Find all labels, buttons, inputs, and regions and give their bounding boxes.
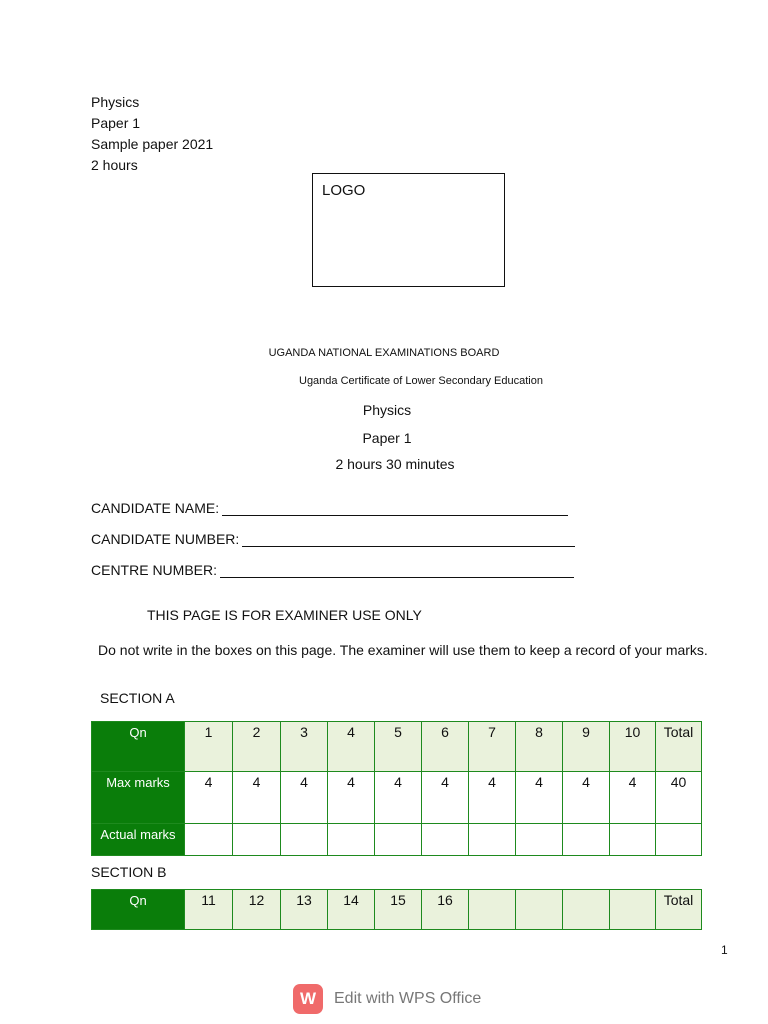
max-mark-cell: 4: [328, 772, 375, 824]
max-marks-label: Max marks: [92, 772, 185, 824]
question-cell: 2: [233, 722, 281, 772]
question-cell: 4: [328, 722, 375, 772]
candidate-name-field: [91, 500, 568, 516]
question-cell: [469, 890, 516, 930]
wps-edit-banner[interactable]: [293, 984, 481, 1014]
max-mark-cell: 4: [610, 772, 656, 824]
max-mark-cell: 4: [233, 772, 281, 824]
header-subject: Physics: [91, 94, 140, 110]
header-paper: Paper 1: [91, 115, 141, 131]
table-row: [92, 890, 702, 930]
max-total-cell: 40: [656, 772, 702, 824]
actual-mark-cell: [516, 824, 563, 856]
candidate-number-field: [91, 531, 575, 547]
logo-placeholder: [312, 173, 505, 287]
total-cell: Total: [656, 722, 702, 772]
max-mark-cell: 4: [281, 772, 328, 824]
actual-total-cell: [656, 824, 702, 856]
examiner-heading: THIS PAGE IS FOR EXAMINER USE ONLY: [147, 607, 422, 623]
centre-number-label: CENTRE NUMBER:: [91, 562, 218, 578]
header-sample: Sample paper 2021: [91, 136, 214, 152]
certificate-name: Uganda Certificate of Lower Secondary Education: [299, 375, 543, 387]
question-cell: 13: [281, 890, 328, 930]
title-paper: Paper 1: [362, 430, 412, 446]
question-cell: 14: [328, 890, 375, 930]
question-cell: 3: [281, 722, 328, 772]
centre-number-field: [91, 562, 574, 578]
actual-mark-cell: [469, 824, 516, 856]
table-row: [92, 722, 702, 772]
question-cell: 5: [375, 722, 422, 772]
section-b-table: [91, 889, 702, 930]
actual-mark-cell: [375, 824, 422, 856]
candidate-number-line: [242, 532, 575, 547]
max-mark-cell: 4: [375, 772, 422, 824]
question-cell: [610, 890, 656, 930]
actual-mark-cell: [233, 824, 281, 856]
section-a-table: [91, 721, 702, 856]
title-subject: Physics: [362, 402, 412, 418]
actual-mark-cell: [563, 824, 610, 856]
max-mark-cell: 4: [422, 772, 469, 824]
max-mark-cell: 4: [516, 772, 563, 824]
page-number: 1: [721, 943, 728, 957]
question-cell: [563, 890, 610, 930]
board-name: UGANDA NATIONAL EXAMINATIONS BOARD: [268, 347, 500, 359]
wps-edit-label[interactable]: Edit with WPS Office: [334, 990, 482, 1007]
question-cell: 15: [375, 890, 422, 930]
question-cell: 11: [185, 890, 233, 930]
candidate-name-label: CANDIDATE NAME:: [91, 500, 220, 516]
section-b-title: SECTION B: [91, 864, 167, 880]
total-cell: Total: [656, 890, 702, 930]
title-duration: 2 hours 30 minutes: [335, 456, 455, 472]
candidate-name-line: [222, 501, 568, 516]
actual-mark-cell: [328, 824, 375, 856]
header-duration: 2 hours: [91, 157, 138, 173]
candidate-number-label: CANDIDATE NUMBER:: [91, 531, 240, 547]
actual-mark-cell: [185, 824, 233, 856]
question-cell: 9: [563, 722, 610, 772]
question-cell: 16: [422, 890, 469, 930]
question-cell: 6: [422, 722, 469, 772]
question-cell: [516, 890, 563, 930]
actual-mark-cell: [610, 824, 656, 856]
question-cell: 7: [469, 722, 516, 772]
wps-logo-icon[interactable]: W: [293, 984, 323, 1014]
question-cell: 8: [516, 722, 563, 772]
logo-label: LOGO: [322, 182, 366, 199]
max-mark-cell: 4: [185, 772, 233, 824]
table-row: [92, 824, 702, 856]
section-a-title: SECTION A: [100, 690, 175, 706]
qn-label: Qn: [92, 722, 185, 772]
centre-number-line: [220, 563, 574, 578]
max-mark-cell: 4: [563, 772, 610, 824]
actual-mark-cell: [422, 824, 469, 856]
table-row: [92, 772, 702, 824]
actual-mark-cell: [281, 824, 328, 856]
qn-label: Qn: [92, 890, 185, 930]
examiner-instructions: Do not write in the boxes on this page. The examiner will use them to keep a record of your marks.: [98, 642, 708, 658]
max-mark-cell: 4: [469, 772, 516, 824]
actual-marks-label: Actual marks: [92, 824, 185, 856]
question-cell: 12: [233, 890, 281, 930]
question-cell: 10: [610, 722, 656, 772]
question-cell: 1: [185, 722, 233, 772]
